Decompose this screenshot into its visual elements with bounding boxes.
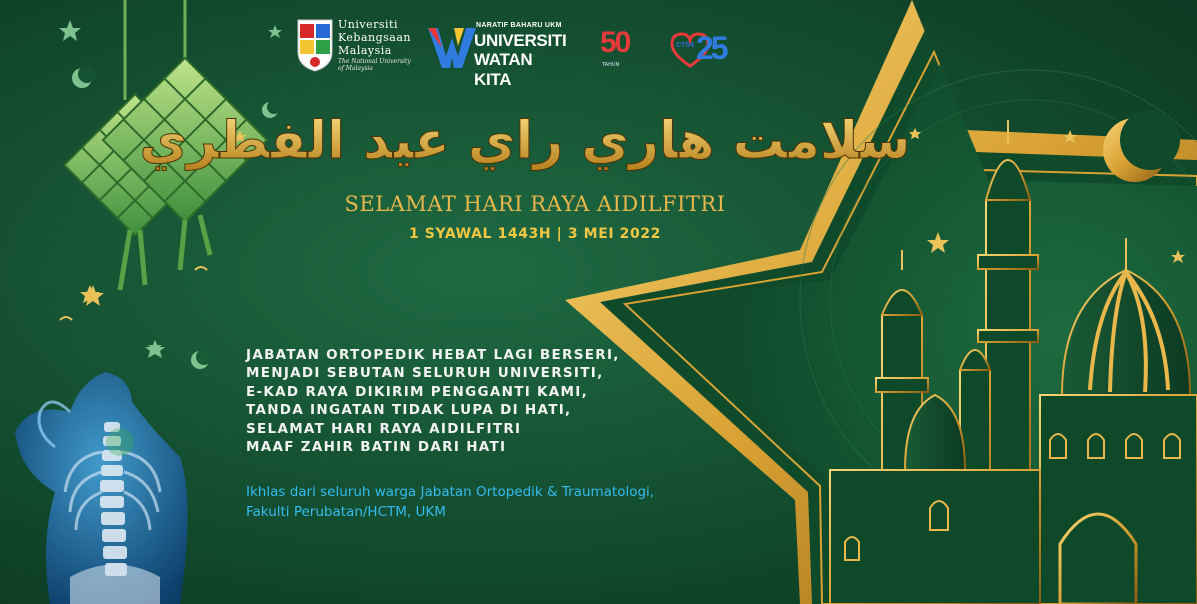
- fifty-sub: TAHUN: [602, 62, 620, 68]
- ukm-logo: [296, 16, 416, 78]
- fifty-number: 50: [600, 26, 630, 59]
- universiti-watan-kita-logo: [428, 22, 573, 89]
- ukm-crest-icon: [296, 16, 334, 72]
- date-line: 1 SYAWAL 1443H | 3 MEI 2022: [408, 226, 662, 242]
- ukm-sub-line2: of Malaysia: [338, 65, 373, 72]
- decoration-stars: [0, 250, 240, 380]
- greeting-title: SELAMAT HARI RAYA AIDILFITRI: [344, 192, 726, 216]
- ukm-50-logo: [598, 26, 654, 72]
- naratif-tagline: NARATIF BAHARU UKM: [476, 22, 562, 29]
- poem-line: TANDA INGATAN TIDAK LUPA DI HATI,: [246, 402, 572, 419]
- w-mark-icon: [428, 28, 476, 68]
- svg-text:سلامت هاري راي عيد الفطري: سلامت هاري راي عيد الفطري: [139, 111, 911, 171]
- ukm-name-line3: Malaysia: [338, 44, 392, 57]
- ct-number: 25: [696, 30, 726, 66]
- naratif-line2: WATAN KITA: [474, 50, 533, 89]
- naratif-line1: UNIVERSITI: [474, 31, 567, 50]
- poem-line: MAAF ZAHIR BATIN DARI HATI: [246, 439, 507, 456]
- small-crescent-icon: [72, 65, 96, 88]
- ukm-name-line1: Universiti: [338, 18, 398, 31]
- poem-line: E-KAD RAYA DIKIRIM PENGGANTI KAMI,: [246, 383, 589, 400]
- sender-block: [246, 483, 766, 522]
- poem-line: JABATAN ORTOPEDIK HEBAT LAGI BERSERI,: [246, 347, 620, 363]
- sender-line: Fakulti Perubatan/HCTM, UKM: [246, 503, 446, 520]
- ukm-sub-line1: The National University: [338, 58, 411, 65]
- ct-label: CTS4: [676, 42, 694, 49]
- poem-block: [246, 346, 686, 456]
- arabic-calligraphy: [139, 88, 911, 184]
- ukm-name-line2: Kebangsaan: [338, 31, 412, 44]
- poem-line: SELAMAT HARI RAYA AIDILFITRI: [246, 420, 522, 437]
- poem-line: MENJADI SEBUTAN SELURUH UNIVERSITI,: [246, 365, 604, 382]
- ctc-25-logo: [670, 28, 738, 74]
- spine-xray-figure: [10, 372, 210, 604]
- sender-line: Ikhlas dari seluruh warga Jabatan Ortopedik & Traumatologi,: [246, 484, 655, 500]
